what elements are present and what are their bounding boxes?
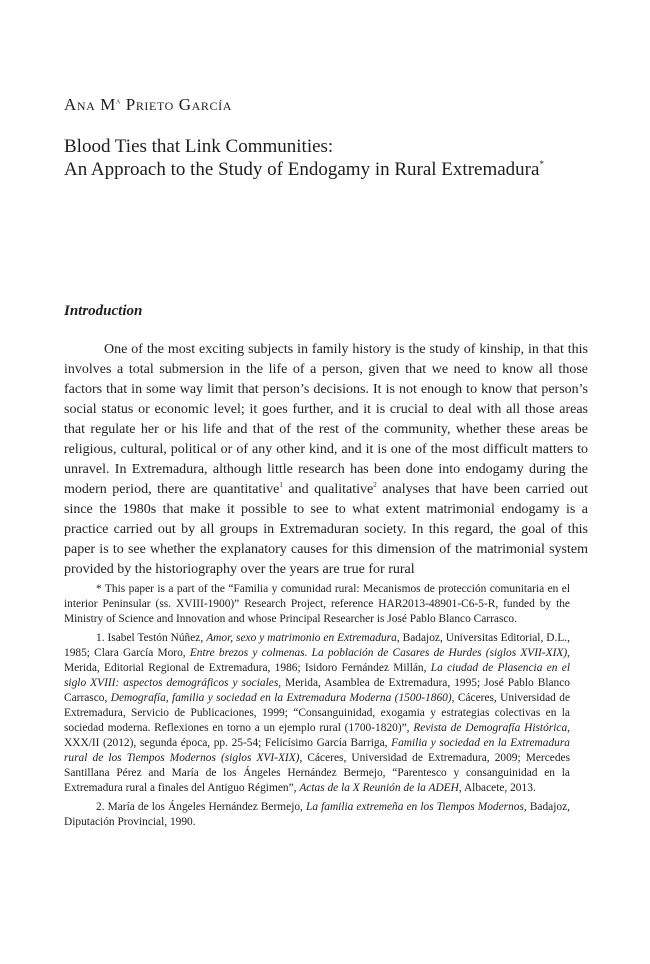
footnote-2 <box>64 800 570 830</box>
footnote-text-run: , Albacete, 2013. <box>458 782 536 794</box>
footnote-text-run: , Cáceres, Universidad de Extremadura, Servicio de Publicaciones, 1999; “Consanguinidad, exogamia y estrategias colectivas en la sociedad moderna. Reflexiones en torno a un ejemplo rural (1700-1820)”, <box>64 692 570 734</box>
footnote-title-italic: Revista de Demografía Histórica <box>413 722 568 734</box>
author-name: Ana $M^a$ Prieto García <box>64 95 232 114</box>
section-heading: Introduction <box>64 303 143 319</box>
footnote-star: * This paper is a part of the “Familia y comunidad rural: Mecanismos de protección comunitaria en el interior Peninsular (ss. XVIII-1900)” Research Project, reference HAR2013-48901-C6-5-R, funded by the Ministry of Science and Innovation and whose Principal Researcher is José Pablo Blanco Carrasco. <box>64 583 570 625</box>
author-superscript: a <box>115 95 121 106</box>
footnote-text-run: , Merida, Asamblea de Extremadura, 1995; José Pablo Blanco Carrasco, <box>64 677 571 704</box>
footnote-text-run: , Badajoz, Universitas Editorial, D.L., 1985; Clara García Moro, <box>64 632 571 659</box>
footnote-text-run: , Merida, Editorial Regional de Extremadura, 1986; Isidoro Fernández Millán, <box>64 647 570 674</box>
footnote-title-italic: La familia extremeña en los Tiempos Modernos, <box>305 801 527 813</box>
footnote-ref-2: 2 <box>373 481 377 489</box>
article-title <box>64 135 594 181</box>
title-line-1: Blood Ties that Link Communities: <box>64 136 334 157</box>
footnote-1 <box>64 631 570 796</box>
footnote-title-italic: Amor, sexo y matrimonio en Extremadura <box>206 632 397 644</box>
footnote-title-italic: Familia y sociedad en la Extremadura rural de los Tiempos Modernos (siglos XVI-XIX) <box>64 737 570 764</box>
footnote-title-italic: La ciudad de Plasencia en el siglo XVIII: aspectos demográficos y sociales <box>64 662 570 689</box>
footnote-text-run: 1. Isabel Testón Núñez, <box>96 632 207 644</box>
footnote-ref-1: 1 <box>279 481 283 489</box>
footnote-text-run: , Cáceres, Universidad de Extremadura, 2009; Mercedes Santillana Pérez and María de los Ángeles Hernández Bermejo, “Parentesco y consanguinidad en la Extremadura rural a finales del Antiguo Régimen”, <box>64 752 570 794</box>
footnote-title-italic: Demografía, familia y sociedad en la Extremadura Moderna (1500-1860) <box>110 692 452 704</box>
footnote-text-run: Badajoz, Diputación Provincial, 1990. <box>64 801 570 828</box>
footnote-text-run: 2. María de los Ángeles Hernández Bermejo, <box>96 801 306 813</box>
title-footnote-mark: * <box>539 159 544 169</box>
footnote-title-italic: Entre brezos y colmenas. La población de Casares de Hurdes (siglos XVII-XIX) <box>189 647 568 659</box>
title-line-2: An Approach to the Study of Endogamy in Rural Extremadura* <box>64 159 544 180</box>
body-paragraph: One of the most exciting subjects in family history is the study of kinship, in that this involves a total submersion in the life of a person, given that we need to know all those factors that in some way limit that person’s decisions. It is not enough to know that person’s social status or economic level; it goes further, and it is crucial to deal with all those areas that regulate her or his life and that of the rest of the community, whether these areas be religious, cultural, political or of any other kind, and it is one of the most difficult matters to unravel. In Extremadura, although little research has been done into endogamy during the modern period, there are quantitative$^1$ and qualitative$^2$ analyses that have been carried out since the 1980s that make it possible to see to what extent matrimonial endogamy is a practice carried out by all groups in Extremaduran society. In this regard, the goal of this paper is to see whether the explanatory causes for this dimension of the matrimonial system provided by the historiography over the years are true for rural <box>64 342 588 577</box>
footnote-text-run: , XXX/II (2012), segunda época, pp. 25-54; Felicísimo García Barriga, <box>64 722 570 749</box>
footnote-title-italic: Actas de la X Reunión de la ADEH <box>299 782 459 794</box>
footnotes <box>64 582 570 834</box>
